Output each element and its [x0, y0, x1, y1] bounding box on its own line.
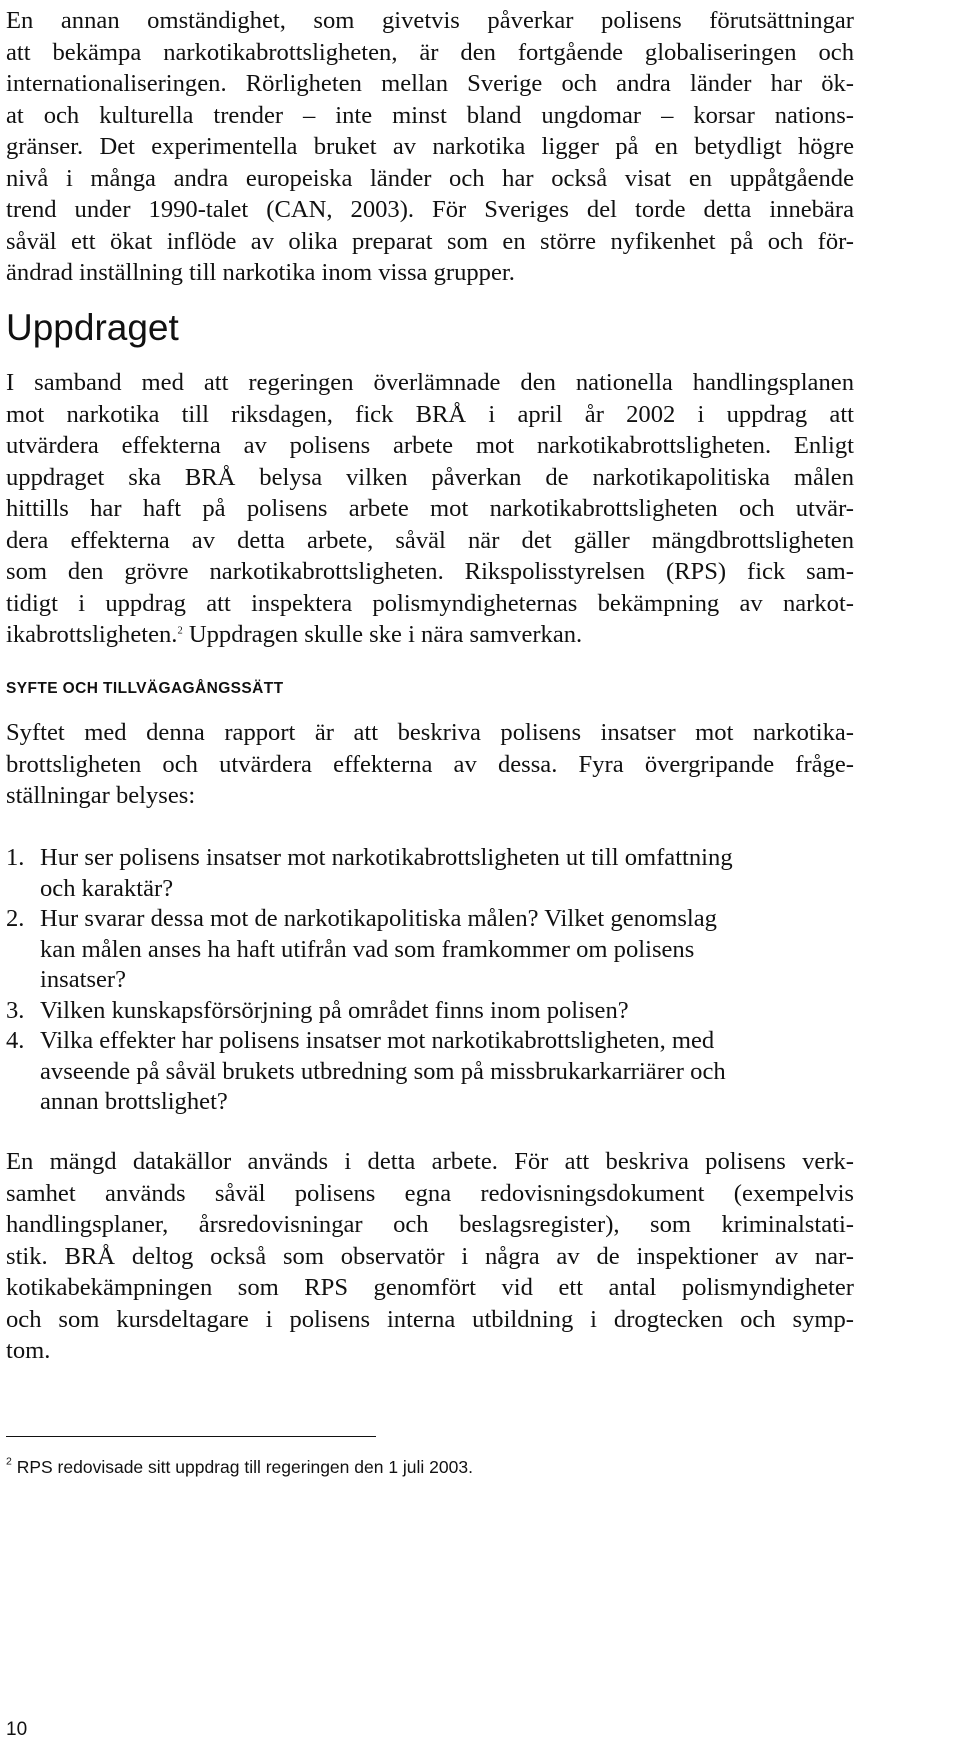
text-line: handlingsplaner, årsredovisningar och beslagsregister), som kriminalstati- — [6, 1211, 854, 1238]
list-number: 4. — [6, 1027, 25, 1054]
footnote — [6, 1455, 473, 1479]
text-line: at och kulturella trender – inte minst bland ungdomar – korsar nations- — [6, 101, 854, 129]
data-sources-paragraph — [6, 1146, 854, 1367]
text-line: Syftet med denna rapport är att beskriva polisens insatser mot narkotika- — [6, 719, 854, 746]
text-line: gränser. Det experimentella bruket av narkotika ligger på en betydligt högre — [6, 133, 854, 160]
text-fragment: Uppdragen skulle ske i nära samverkan. — [182, 621, 583, 648]
text-line: tom. — [6, 1337, 51, 1364]
section-heading-uppdraget: Uppdraget — [6, 307, 179, 348]
text-line: avseende på såväl brukets utbredning som på missbrukarkarriärer och — [40, 1057, 726, 1085]
text-line: och karaktär? — [40, 874, 174, 902]
list-number: 1. — [6, 844, 25, 871]
text-line: Vilka effekter har polisens insatser mot narkotikabrottsligheten, med — [40, 1027, 715, 1054]
text-line: Hur svarar dessa mot de narkotikapolitiska målen? Vilket genomslag — [40, 905, 717, 932]
text-line: hittills har haft på polisens arbete mot narkotikabrottsligheten och utvär- — [6, 495, 854, 522]
uppdraget-paragraph — [6, 367, 854, 651]
list-item — [6, 1026, 854, 1118]
text-line: Hur ser polisens insatser mot narkotikabrottsligheten ut till omfattning — [40, 844, 733, 871]
text-line: utvärdera effekterna av polisens arbete mot narkotikabrottsligheten. Enligt — [6, 432, 854, 459]
text-line: internationaliseringen. Rörligheten mellan Sverige och andra länder har ök- — [6, 70, 854, 97]
text-line: dera effekterna av detta arbete, såväl när det gäller mängdbrottsligheten — [6, 526, 854, 554]
text-line: insatser? — [40, 966, 127, 993]
question-list — [6, 843, 854, 1118]
text-line: kan målen anses ha haft utifrån vad som framkommer om polisens — [40, 935, 695, 963]
intro-paragraph — [6, 5, 854, 289]
text-line: ställningar belyses: — [6, 782, 196, 809]
text-line: såväl ett ökat inflöde av olika preparat som en större nyfikenhet på och för- — [6, 227, 854, 255]
text-line: brottsligheten och utvärdera effekterna av dessa. Fyra övergripande fråge- — [6, 750, 854, 778]
footnote-reference: 2 — [177, 625, 183, 637]
text-line: trend under 1990-talet (CAN, 2003). För Sveriges del torde detta innebära — [6, 196, 854, 223]
list-number: 3. — [6, 996, 25, 1024]
text-line: uppdraget ska BRÅ belysa vilken påverkan de narkotikapolitiska målen — [6, 463, 854, 491]
text-line: stik. BRÅ deltog också som observatör i några av de inspektioner av nar- — [6, 1242, 854, 1270]
text-line: och som kursdeltagare i polisens interna utbildning i drogtecken och symp- — [6, 1305, 854, 1333]
text-line: I samband med att regeringen överlämnade den nationella handlingsplanen — [6, 369, 854, 396]
text-line: tidigt i uppdrag att inspektera polismyndigheternas bekämpning av narkot- — [6, 589, 854, 617]
list-number: 2. — [6, 905, 25, 932]
text-line: mot narkotika till riksdagen, fick BRÅ i april år 2002 i uppdrag att — [6, 400, 854, 428]
text-line: som den grövre narkotikabrottsligheten. Rikspolisstyrelsen (RPS) fick sam- — [6, 558, 854, 585]
text-fragment: ikabrottsligheten. — [6, 621, 178, 648]
text-line: att bekämpa narkotikabrottsligheten, är den fortgående globaliseringen och — [6, 38, 854, 66]
text-line — [6, 619, 854, 651]
page-number: 10 — [6, 1719, 28, 1740]
list-item — [6, 843, 854, 904]
list-item — [6, 904, 854, 996]
text-line: Vilken kunskapsförsörjning på området finns inom polisen? — [40, 996, 629, 1024]
text-line: annan brottslighet? — [40, 1088, 228, 1115]
text-line: kotikabekämpningen som RPS genomfört vid ett antal polismyndigheter — [6, 1274, 854, 1301]
list-item — [6, 996, 854, 1027]
footnote-text: RPS redovisade sitt uppdrag till regeringen den 1 juli 2003. — [11, 1457, 473, 1477]
section-heading-syfte: SYFTE OCH TILLVÄGAGÅNGSSÄTT — [6, 680, 284, 697]
footnote-divider — [6, 1436, 376, 1437]
syfte-paragraph — [6, 717, 854, 812]
footnote-marker: 2 — [6, 1455, 12, 1468]
text-line: ändrad inställning till narkotika inom vissa grupper. — [6, 259, 515, 286]
text-line: samhet används såväl polisens egna redovisningsdokument (exempelvis — [6, 1179, 854, 1207]
text-line: nivå i många andra europeiska länder och har också visat en uppåtgående — [6, 164, 854, 192]
text-line: En mängd datakällor används i detta arbete. För att beskriva polisens verk- — [6, 1148, 854, 1175]
text-line: En annan omständighet, som givetvis påverkar polisens förutsättningar — [6, 7, 854, 34]
